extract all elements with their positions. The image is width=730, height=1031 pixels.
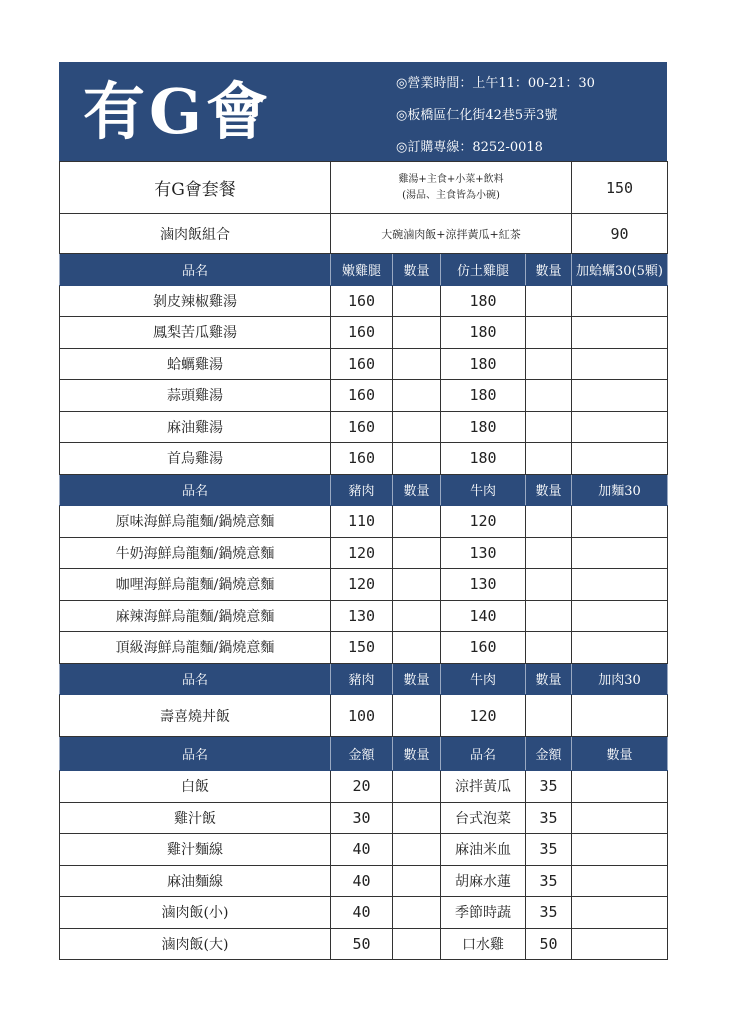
addon-cell[interactable] bbox=[572, 443, 668, 475]
qty-cell[interactable] bbox=[572, 834, 668, 866]
item-name: 麻油雞湯 bbox=[60, 411, 331, 443]
item-price: 180 bbox=[441, 411, 526, 443]
addon-cell[interactable] bbox=[572, 537, 668, 569]
table-row bbox=[60, 928, 668, 960]
col-header: 豬肉 bbox=[331, 474, 393, 506]
item-name: 咖哩海鮮烏龍麵/鍋燒意麵 bbox=[60, 569, 331, 601]
table-row bbox=[60, 411, 668, 443]
qty-cell[interactable] bbox=[572, 865, 668, 897]
menu-header bbox=[59, 62, 667, 161]
item-price: 40 bbox=[331, 834, 393, 866]
menu-sheet bbox=[59, 62, 667, 960]
item-price: 180 bbox=[441, 380, 526, 412]
item-price: 180 bbox=[441, 285, 526, 317]
col-header: 牛肉 bbox=[441, 474, 526, 506]
combo-row bbox=[60, 162, 668, 214]
item-price: 120 bbox=[331, 569, 393, 601]
qty-cell[interactable] bbox=[526, 317, 572, 349]
col-header: 數量 bbox=[572, 737, 668, 771]
qty-cell[interactable] bbox=[393, 506, 441, 538]
col-header: 品名 bbox=[60, 737, 331, 771]
item-price: 160 bbox=[331, 317, 393, 349]
item-price: 35 bbox=[526, 834, 572, 866]
item-name: 台式泡菜 bbox=[441, 802, 526, 834]
col-header: 數量 bbox=[393, 474, 441, 506]
col-header: 加麵30 bbox=[572, 474, 668, 506]
item-price: 180 bbox=[441, 443, 526, 475]
addon-cell[interactable] bbox=[572, 569, 668, 601]
qty-cell[interactable] bbox=[393, 380, 441, 412]
combo-note: (湯品、主食皆為小碗) bbox=[402, 189, 500, 201]
col-header: 品名 bbox=[60, 663, 331, 695]
item-price: 40 bbox=[331, 865, 393, 897]
combo-price: 150 bbox=[572, 162, 668, 214]
item-name: 原味海鮮烏龍麵/鍋燒意麵 bbox=[60, 506, 331, 538]
item-price: 35 bbox=[526, 865, 572, 897]
qty-cell[interactable] bbox=[572, 897, 668, 929]
item-name: 壽喜燒丼飯 bbox=[60, 695, 331, 737]
table-row bbox=[60, 600, 668, 632]
store-address: ◎板橋區仁化街42巷5弄3號 bbox=[396, 108, 558, 123]
item-name: 雞汁飯 bbox=[60, 802, 331, 834]
item-name: 頂級海鮮烏龍麵/鍋燒意麵 bbox=[60, 632, 331, 664]
qty-cell[interactable] bbox=[526, 380, 572, 412]
combo-name: 有G會套餐 bbox=[60, 162, 331, 214]
table-row bbox=[60, 802, 668, 834]
item-price: 40 bbox=[331, 897, 393, 929]
table-row bbox=[60, 443, 668, 475]
table-row bbox=[60, 285, 668, 317]
addon-cell[interactable] bbox=[572, 506, 668, 538]
item-name: 滷肉飯(大) bbox=[60, 928, 331, 960]
qty-cell[interactable] bbox=[526, 600, 572, 632]
qty-cell[interactable] bbox=[393, 771, 441, 803]
col-header: 金額 bbox=[526, 737, 572, 771]
qty-cell[interactable] bbox=[393, 695, 441, 737]
item-name: 蛤蠣雞湯 bbox=[60, 348, 331, 380]
col-header: 品名 bbox=[441, 737, 526, 771]
qty-cell[interactable] bbox=[393, 569, 441, 601]
store-info bbox=[396, 68, 595, 164]
combo-name: 滷肉飯組合 bbox=[60, 214, 331, 254]
qty-cell[interactable] bbox=[393, 897, 441, 929]
addon-cell[interactable] bbox=[572, 600, 668, 632]
combo-desc: 雞湯+主食+小菜+飲料 bbox=[398, 173, 504, 185]
qty-cell[interactable] bbox=[393, 928, 441, 960]
item-price: 160 bbox=[331, 348, 393, 380]
item-name: 口水雞 bbox=[441, 928, 526, 960]
item-price: 110 bbox=[331, 506, 393, 538]
qty-cell[interactable] bbox=[393, 865, 441, 897]
item-name: 麻油麵線 bbox=[60, 865, 331, 897]
item-name: 胡麻水蓮 bbox=[441, 865, 526, 897]
table-row bbox=[60, 537, 668, 569]
qty-cell[interactable] bbox=[393, 802, 441, 834]
col-header: 品名 bbox=[60, 254, 331, 286]
item-price: 160 bbox=[331, 411, 393, 443]
noodle-header-row bbox=[60, 474, 668, 506]
item-price: 30 bbox=[331, 802, 393, 834]
item-name: 蒜頭雞湯 bbox=[60, 380, 331, 412]
item-name: 雞汁麵線 bbox=[60, 834, 331, 866]
qty-cell[interactable] bbox=[393, 537, 441, 569]
item-name: 季節時蔬 bbox=[441, 897, 526, 929]
rice-header-row bbox=[60, 663, 668, 695]
table-row bbox=[60, 695, 668, 737]
qty-cell[interactable] bbox=[526, 285, 572, 317]
addon-cell[interactable] bbox=[572, 411, 668, 443]
table-row bbox=[60, 380, 668, 412]
combo-price: 90 bbox=[572, 214, 668, 254]
addon-cell[interactable] bbox=[572, 380, 668, 412]
addon-cell[interactable] bbox=[572, 285, 668, 317]
qty-cell[interactable] bbox=[572, 802, 668, 834]
col-header: 仿土雞腿 bbox=[441, 254, 526, 286]
item-price: 180 bbox=[441, 317, 526, 349]
addon-cell[interactable] bbox=[572, 695, 668, 737]
qty-cell[interactable] bbox=[393, 834, 441, 866]
addon-cell[interactable] bbox=[572, 317, 668, 349]
item-price: 100 bbox=[331, 695, 393, 737]
item-price: 160 bbox=[331, 443, 393, 475]
table-row bbox=[60, 632, 668, 664]
combo-desc: 大碗滷肉飯+涼拌黃瓜+紅茶 bbox=[331, 214, 572, 254]
item-price: 20 bbox=[331, 771, 393, 803]
col-header: 加肉30 bbox=[572, 663, 668, 695]
table-row bbox=[60, 834, 668, 866]
item-name: 首烏雞湯 bbox=[60, 443, 331, 475]
col-header: 數量 bbox=[526, 474, 572, 506]
qty-cell[interactable] bbox=[526, 632, 572, 664]
item-name: 涼拌黃瓜 bbox=[441, 771, 526, 803]
col-header: 品名 bbox=[60, 474, 331, 506]
sides-header-row bbox=[60, 737, 668, 771]
item-price: 35 bbox=[526, 771, 572, 803]
order-phone: ◎訂購專線：8252-0018 bbox=[396, 140, 543, 155]
qty-cell[interactable] bbox=[393, 443, 441, 475]
qty-cell[interactable] bbox=[526, 695, 572, 737]
qty-cell[interactable] bbox=[393, 411, 441, 443]
item-price: 35 bbox=[526, 897, 572, 929]
item-price: 120 bbox=[441, 506, 526, 538]
item-name: 剝皮辣椒雞湯 bbox=[60, 285, 331, 317]
addon-cell[interactable] bbox=[572, 632, 668, 664]
qty-cell[interactable] bbox=[526, 443, 572, 475]
menu-table bbox=[59, 161, 668, 960]
combo-row bbox=[60, 214, 668, 254]
item-price: 180 bbox=[441, 348, 526, 380]
col-header: 豬肉 bbox=[331, 663, 393, 695]
qty-cell[interactable] bbox=[393, 600, 441, 632]
item-price: 35 bbox=[526, 802, 572, 834]
item-price: 120 bbox=[331, 537, 393, 569]
item-name: 麻油米血 bbox=[441, 834, 526, 866]
item-price: 140 bbox=[441, 600, 526, 632]
col-header: 數量 bbox=[526, 254, 572, 286]
col-header: 金額 bbox=[331, 737, 393, 771]
table-row bbox=[60, 317, 668, 349]
col-header: 加蛤蠣30(5顆) bbox=[572, 254, 668, 286]
restaurant-logo: 有G會 bbox=[83, 75, 272, 148]
combo-desc-cell bbox=[331, 162, 572, 214]
table-row bbox=[60, 865, 668, 897]
qty-cell[interactable] bbox=[393, 348, 441, 380]
qty-cell[interactable] bbox=[526, 506, 572, 538]
item-price: 160 bbox=[331, 380, 393, 412]
qty-cell[interactable] bbox=[393, 285, 441, 317]
col-header: 數量 bbox=[393, 737, 441, 771]
col-header: 數量 bbox=[526, 663, 572, 695]
col-header: 數量 bbox=[393, 254, 441, 286]
qty-cell[interactable] bbox=[393, 632, 441, 664]
item-name: 麻辣海鮮烏龍麵/鍋燒意麵 bbox=[60, 600, 331, 632]
item-name: 白飯 bbox=[60, 771, 331, 803]
qty-cell[interactable] bbox=[572, 771, 668, 803]
item-name: 牛奶海鮮烏龍麵/鍋燒意麵 bbox=[60, 537, 331, 569]
table-row bbox=[60, 348, 668, 380]
item-name: 滷肉飯(小) bbox=[60, 897, 331, 929]
col-header: 數量 bbox=[393, 663, 441, 695]
qty-cell[interactable] bbox=[393, 317, 441, 349]
table-row bbox=[60, 569, 668, 601]
item-price: 130 bbox=[441, 537, 526, 569]
item-price: 130 bbox=[441, 569, 526, 601]
item-price: 50 bbox=[331, 928, 393, 960]
item-price: 130 bbox=[331, 600, 393, 632]
item-price: 150 bbox=[331, 632, 393, 664]
item-name: 鳳梨苦瓜雞湯 bbox=[60, 317, 331, 349]
col-header: 嫩雞腿 bbox=[331, 254, 393, 286]
item-price: 50 bbox=[526, 928, 572, 960]
qty-cell[interactable] bbox=[526, 348, 572, 380]
addon-cell[interactable] bbox=[572, 348, 668, 380]
qty-cell[interactable] bbox=[526, 411, 572, 443]
item-price: 160 bbox=[331, 285, 393, 317]
table-row bbox=[60, 771, 668, 803]
table-row bbox=[60, 506, 668, 538]
qty-cell[interactable] bbox=[526, 537, 572, 569]
qty-cell[interactable] bbox=[572, 928, 668, 960]
table-row bbox=[60, 897, 668, 929]
col-header: 牛肉 bbox=[441, 663, 526, 695]
business-hours: ◎營業時間：上午11：00-21：30 bbox=[396, 76, 595, 91]
soup-header-row bbox=[60, 254, 668, 286]
item-price: 160 bbox=[441, 632, 526, 664]
item-price: 120 bbox=[441, 695, 526, 737]
qty-cell[interactable] bbox=[526, 569, 572, 601]
